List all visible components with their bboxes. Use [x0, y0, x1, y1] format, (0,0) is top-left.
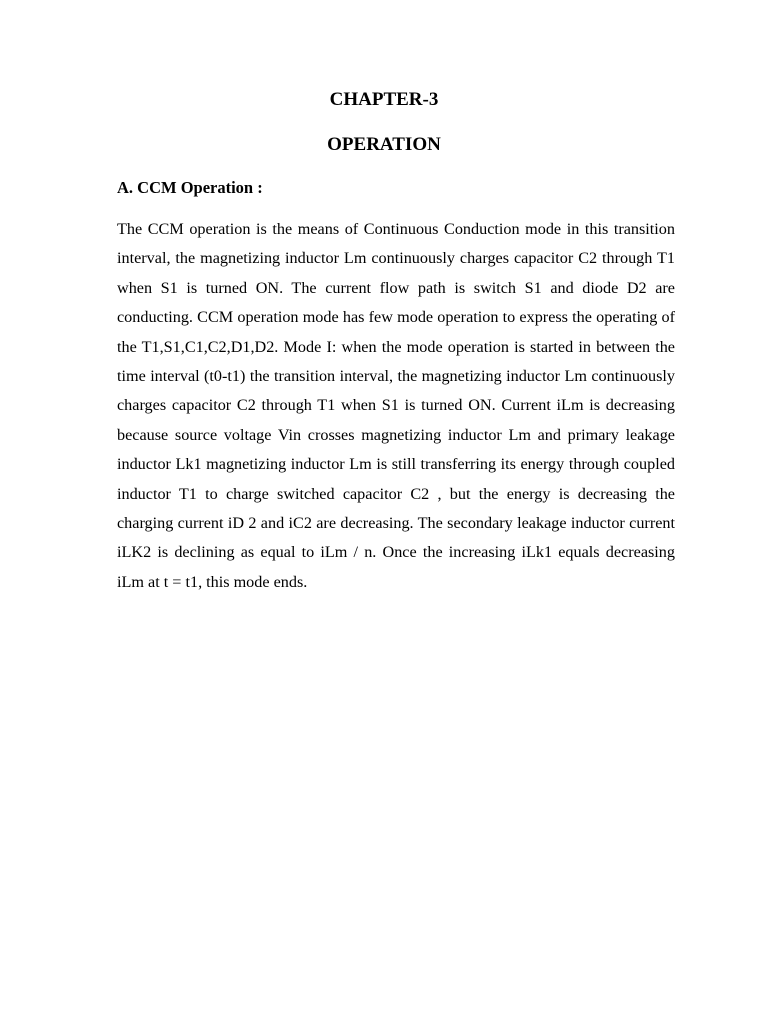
section-heading: OPERATION [327, 134, 441, 155]
subsection-heading: A. CCM Operation : [117, 178, 263, 197]
chapter-title: CHAPTER-3 [329, 89, 439, 110]
body-paragraph: The CCM operation is the means of Continuous Conduction mode in this transition interval, the magnetizing inductor Lm continuously charges capacitor C2 through T1 when S1 is turned ON. The current flow path is switch S1 and diode D2 are conducting. CCM operation mode has few mode operation to express the operating of the T1,S1,C1,C2,D1,D2. Mode I: when the mode operation is started in between the time interval (t0-t1) the transition interval, the magnetizing inductor Lm continuously charges capacitor C2 through T1 when S1 is turned ON. Current iLm is decreasing because source voltage Vin crosses magnetizing inductor Lm and primary leakage inductor Lk1 magnetizing inductor Lm is still transferring its energy through coupled inductor T1 to charge switched capacitor C2 , but the energy is decreasing the charging current iD 2 and iC2 are decreasing. The secondary leakage inductor current iLK2 is declining as equal to iLm / n. Once the increasing iLk1 equals decreasing iLm at t = t1, this mode ends. [117, 220, 675, 591]
